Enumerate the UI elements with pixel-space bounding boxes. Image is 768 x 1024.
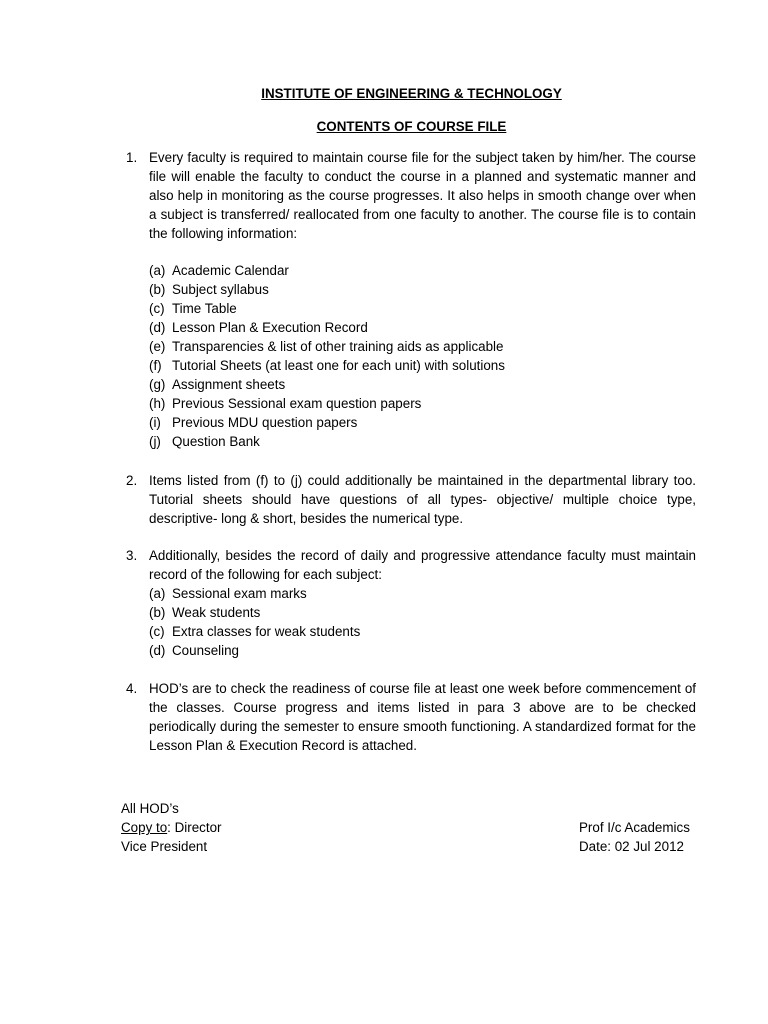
list-item-label: (a) — [149, 586, 166, 601]
list-item — [149, 413, 696, 432]
list-item-label: (i) — [149, 415, 161, 430]
list-item-label: (d) — [149, 643, 166, 658]
list-item-text: Question Bank — [172, 434, 260, 449]
list-item-label: (c) — [149, 624, 165, 639]
item-number: 4. — [126, 681, 138, 696]
list-item — [149, 622, 696, 641]
list-item-label: (d) — [149, 320, 166, 335]
list-item-text: Tutorial Sheets (at least one for each unit) with solutions — [172, 358, 505, 373]
item-paragraph: HOD’s are to check the readiness of course file at least one week before commencement of the classes. Course progress and items listed in para 3 above are to be checked periodically during the semester to ensure smooth functioning. A standardized format for the Lesson Plan & Execution Record is attached. — [149, 681, 696, 753]
list-item-label: (e) — [149, 339, 166, 354]
list-item — [149, 261, 696, 280]
copy-to-vice-president: Vice President — [121, 839, 208, 854]
list-item — [149, 299, 696, 318]
document-title: CONTENTS OF COURSE FILE — [316, 119, 507, 134]
list-item — [149, 375, 696, 394]
list-item-text: Previous MDU question papers — [172, 415, 358, 430]
list-item — [149, 280, 696, 299]
list-item-label: (a) — [149, 263, 166, 278]
numbered-item-1 — [126, 148, 696, 451]
item-paragraph: Every faculty is required to maintain course file for the subject taken by him/her. The course file will enable the faculty to conduct the course in a planned and systematic manner and also help in monitoring as the course progresses. It also helps in smooth change over when a subject is transferred/ reallocated from one faculty to another. The course file is to contain the following information: — [149, 150, 696, 241]
list-item-label: (j) — [149, 434, 161, 449]
course-file-contents-list — [149, 261, 696, 451]
list-item-label: (h) — [149, 396, 166, 411]
institute-title: INSTITUTE OF ENGINEERING & TECHNOLOGY — [261, 86, 562, 101]
document-date: Date: 02 Jul 2012 — [579, 839, 684, 854]
item-number: 1. — [126, 150, 138, 165]
list-item — [149, 394, 696, 413]
list-item-text: Counseling — [172, 643, 239, 658]
list-item-text: Previous Sessional exam question papers — [172, 396, 422, 411]
list-item-text: Subject syllabus — [172, 282, 269, 297]
list-item-label: (g) — [149, 377, 166, 392]
item-number: 3. — [126, 548, 138, 563]
list-item-text: Extra classes for weak students — [172, 624, 361, 639]
signatory: Prof I/c Academics — [579, 820, 690, 835]
list-item — [149, 318, 696, 337]
list-item — [149, 584, 696, 603]
item-number: 2. — [126, 473, 138, 488]
list-item — [149, 337, 696, 356]
list-item-text: Transparencies & list of other training aids as applicable — [172, 339, 504, 354]
copy-to-label: Copy to — [121, 820, 168, 835]
list-item — [149, 603, 696, 622]
subject-records-list — [149, 584, 696, 660]
item-paragraph: Items listed from (f) to (j) could additionally be maintained in the departmental library too. Tutorial sheets should have questions of all types- objective/ multiple choice type, descriptive- long & short, besides the numerical type. — [149, 473, 696, 526]
list-item-text: Academic Calendar — [172, 263, 289, 278]
copy-to-separator: : — [167, 820, 171, 835]
list-item-label: (b) — [149, 282, 166, 297]
list-item — [149, 641, 696, 660]
copy-to-value: Director — [170, 820, 222, 835]
item-paragraph: Additionally, besides the record of daily and progressive attendance faculty must maintain record of the following for each subject: — [149, 548, 696, 582]
list-item-text: Time Table — [172, 301, 237, 316]
list-item-text: Sessional exam marks — [172, 586, 307, 601]
list-item — [149, 432, 696, 451]
copy-to-line — [121, 818, 222, 837]
list-item-label: (b) — [149, 605, 166, 620]
addressee-all-hods: All HOD’s — [121, 801, 179, 816]
list-item-label: (f) — [149, 358, 162, 373]
list-item-text: Lesson Plan & Execution Record — [172, 320, 368, 335]
numbered-item-3 — [126, 546, 696, 660]
list-item-label: (c) — [149, 301, 165, 316]
numbered-item-2 — [126, 471, 696, 528]
numbered-item-4 — [126, 679, 696, 755]
list-item-text: Assignment sheets — [172, 377, 286, 392]
list-item-text: Weak students — [172, 605, 261, 620]
list-item — [149, 356, 696, 375]
